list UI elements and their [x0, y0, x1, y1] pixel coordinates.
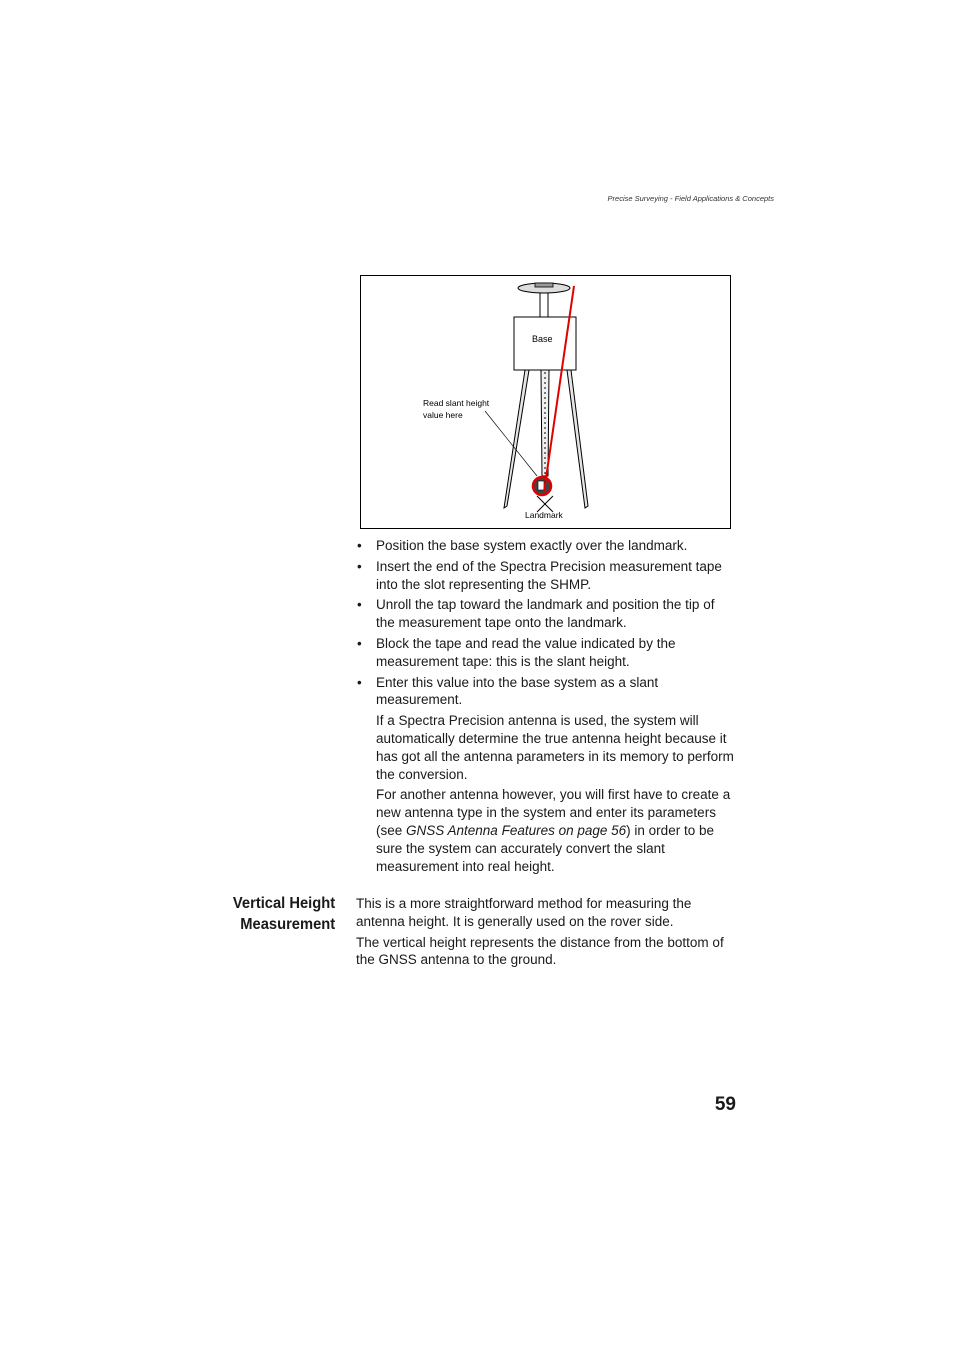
read-slant-label: Read slant height — [423, 398, 490, 408]
section-body — [356, 895, 736, 972]
page-number: 59 — [714, 1094, 736, 1115]
list-item: • Block the tape and read the value indicated by the measurement tape: this is the slant height. — [356, 635, 736, 671]
section-heading — [233, 893, 335, 935]
running-header: Precise Surveying - Field Applications & Concepts — [607, 194, 774, 203]
list-item: • Unroll the tap toward the landmark and position the tip of the measurement tape onto the landmark. — [356, 596, 736, 632]
tripod-diagram — [361, 276, 730, 528]
cross-reference-link[interactable]: GNSS Antenna Features on page 56 — [406, 822, 627, 838]
list-item: • Position the base system exactly over the landmark. — [356, 537, 736, 555]
other-antenna-text-before: For another antenna however, you will first have to create a new antenna type in the system and enter its parameters (see — [376, 787, 731, 838]
procedure-text — [356, 537, 736, 878]
section-paragraph-2: The vertical height represents the distance from the bottom of the GNSS antenna to the ground. — [356, 934, 724, 968]
other-antenna-text-after: ) in order to be sure the system can accurately convert the slant measurement into real height. — [376, 822, 714, 874]
list-item: • Enter this value into the base system as a slant measurement. — [356, 674, 736, 710]
other-antenna-paragraph — [356, 786, 736, 875]
landmark-label: Landmark — [525, 510, 563, 520]
read-slant-label-2: value here — [423, 410, 463, 420]
section-heading-line-2: Measurement — [240, 916, 335, 933]
tripod-leg-right — [567, 370, 588, 508]
spectra-antenna-paragraph: If a Spectra Precision antenna is used, the system will automatically determine the true antenna height because it has got all the antenna parameters in its memory to perform the conversion. — [376, 713, 734, 782]
tape-measure-window — [538, 481, 544, 490]
antenna-top — [535, 283, 553, 287]
tripod-figure — [360, 275, 731, 529]
list-item: • Insert the end of the Spectra Precision measurement tape into the slot representing the SHMP. — [356, 558, 736, 594]
section-heading-line-1: Vertical Height — [232, 895, 335, 912]
base-label: Base — [532, 334, 553, 344]
section-paragraph-1: This is a more straightforward method for measuring the antenna height. It is generally used on the rover side. — [356, 896, 692, 929]
procedure-list — [356, 537, 736, 709]
antenna-mast — [540, 293, 548, 317]
